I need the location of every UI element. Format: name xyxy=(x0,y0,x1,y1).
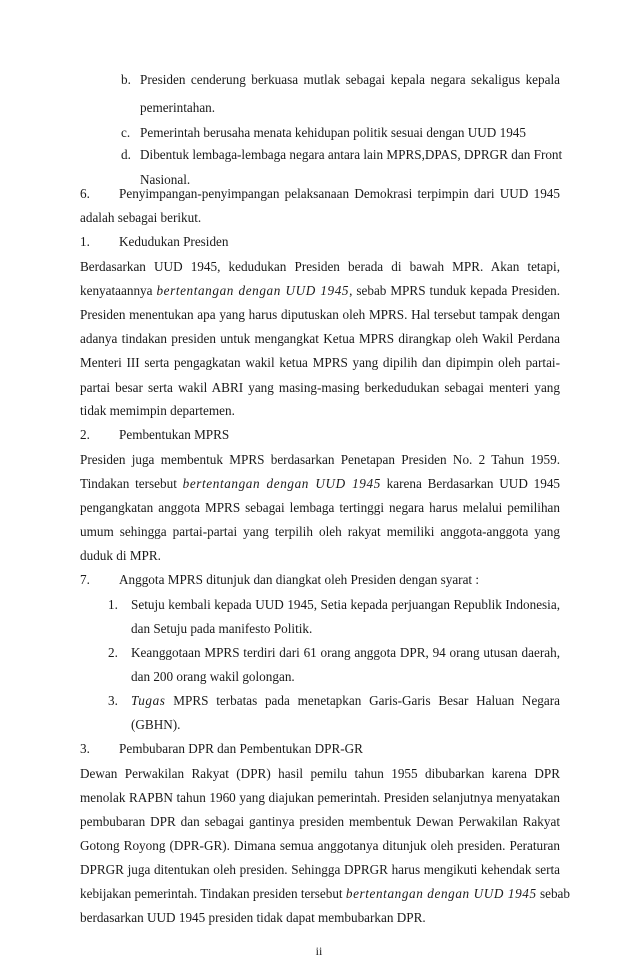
page-number: ii xyxy=(315,944,323,958)
section-1-heading: Kedudukan Presiden xyxy=(119,234,229,249)
section-3-heading: Pembubaran DPR dan Pembentukan DPR-GR xyxy=(119,741,363,756)
item-7-line1: Anggota MPRS ditunjuk dan diangkat oleh Presiden dengan syarat : xyxy=(119,572,480,587)
list-marker-d: d. xyxy=(121,147,131,162)
item-7-sub1-line2: dan Setuju pada manifesto Politik. xyxy=(131,621,313,636)
list-marker-c: c. xyxy=(121,125,131,140)
item-7-sub1-line1: Setuju kembali kepada UUD 1945, Setia kepada perjuangan Republik Indonesia, xyxy=(131,597,560,612)
section-3-line2: menolak RAPBN tahun 1960 yang diajukan pemerintah. Presiden selanjutnya menyatakan xyxy=(80,790,560,805)
item-7-sub2-line2: dan 200 orang wakil golongan. xyxy=(131,669,295,684)
section-1-line4: adanya tindakan presiden untuk mengangkat Ketua MPRS dirangkap oleh Wakil Perdana xyxy=(80,331,560,346)
section-2-marker: 2. xyxy=(80,427,90,442)
section-2-line4: umum sehingga partai-partai yang terpilih oleh rakyat memiliki anggota-anggota yang xyxy=(80,524,560,539)
section-3-line6: kebijakan pemerintah. Tindakan presiden tersebut bertentangan dengan UUD 1945 sebab xyxy=(80,886,570,901)
section-3-line1: Dewan Perwakilan Rakyat (DPR) hasil pemilu tahun 1955 dibubarkan karena DPR xyxy=(80,766,560,781)
section-1-line3: Presiden menentukan apa yang harus diputuskan oleh MPRS. Hal tersebut tampak dengan xyxy=(80,307,560,322)
list-item-b-line1: Presiden cenderung berkuasa mutlak sebagai kepala negara sekaligus kepala xyxy=(140,72,560,87)
section-2-line3: pengangkatan anggota MPRS sebagai lembaga tertinggi negara harus melalui pemilihan xyxy=(80,500,560,515)
item-6-marker: 6. xyxy=(80,186,90,201)
list-item-d-line2: Nasional. xyxy=(140,172,191,187)
section-2-line1: Presiden juga membentuk MPRS berdasarkan Penetapan Presiden No. 2 Tahun 1959. xyxy=(80,452,560,467)
item-7-sub1-marker: 1. xyxy=(108,597,118,612)
item-7-sub3-marker: 3. xyxy=(108,693,118,708)
section-2-line2: Tindakan tersebut bertentangan dengan UUD 1945 karena Berdasarkan UUD 1945 xyxy=(80,476,561,491)
section-1-line2: kenyataannya bertentangan dengan UUD 1945, sebab MPRS tunduk kepada Presiden. xyxy=(80,283,561,298)
list-item-c-line1: Pemerintah berusaha menata kehidupan politik sesuai dengan UUD 1945 xyxy=(140,125,526,140)
item-6-line2: adalah sebagai berikut. xyxy=(80,210,202,225)
item-7-sub3-line1: Tugas MPRS terbatas pada menetapkan Garis-Garis Besar Haluan Negara xyxy=(131,693,560,708)
section-3-line7: berdasarkan UUD 1945 presiden tidak dapat membubarkan DPR. xyxy=(80,910,426,925)
item-7-sub2-marker: 2. xyxy=(108,645,118,660)
section-1-marker: 1. xyxy=(80,234,90,249)
section-1-line5: Menteri III serta pengagkatan wakil ketua MPRS yang dipilih dan dipimpin oleh partai- xyxy=(80,355,560,370)
section-3-line4: Gotong Royong (DPR-GR). Dimana semua anggotanya ditunjuk oleh presiden. Peraturan xyxy=(80,838,560,853)
section-1-line1: Berdasarkan UUD 1945, kedudukan Presiden berada di bawah MPR. Akan tetapi, xyxy=(80,259,560,274)
list-marker-b: b. xyxy=(121,72,131,87)
item-7-sub3-line2: (GBHN). xyxy=(131,717,181,732)
section-2-line5: duduk di MPR. xyxy=(80,548,161,563)
item-7-sub2-line1: Keanggotaan MPRS terdiri dari 61 orang anggota DPR, 94 orang utusan daerah, xyxy=(131,645,560,660)
section-3-line5: DPRGR juga ditentukan oleh presiden. Sehingga DPRGR harus mengikuti kehendak serta xyxy=(80,862,560,877)
section-3-marker: 3. xyxy=(80,741,90,756)
section-1-line6: partai besar serta wakil ABRI yang masing-masing berkedudukan sebagai menteri yang xyxy=(80,380,560,395)
item-6-line1: Penyimpangan-penyimpangan pelaksanaan Demokrasi terpimpin dari UUD 1945 xyxy=(119,186,560,201)
section-2-heading: Pembentukan MPRS xyxy=(119,427,230,442)
section-1-line7: tidak memimpin departemen. xyxy=(80,403,235,418)
list-item-d-line1: Dibentuk lembaga-lembaga negara antara lain MPRS,DPAS, DPRGR dan Front xyxy=(140,147,563,162)
list-item-b-line2: pemerintahan. xyxy=(140,100,216,115)
section-3-line3: pembubaran DPR dan sebagai gantinya presiden membentuk Dewan Perwakilan Rakyat xyxy=(80,814,560,829)
item-7-marker: 7. xyxy=(80,572,90,587)
